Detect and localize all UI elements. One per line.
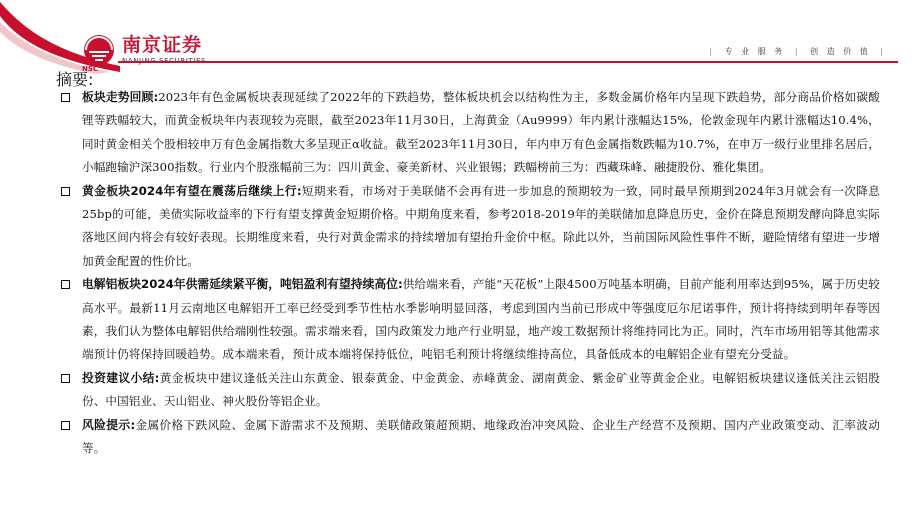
item-heading: 风险提示: bbox=[82, 417, 136, 432]
summary-item-investment-advice bbox=[58, 367, 880, 414]
square-bullet-icon bbox=[61, 374, 70, 383]
brand-slogan: | 专 业 服 务 | 创 造 价 值 | bbox=[709, 47, 886, 56]
header-divider bbox=[118, 61, 898, 63]
square-bullet-icon bbox=[61, 187, 70, 196]
summary-item-risk-warning bbox=[58, 414, 880, 461]
item-text: 金属价格下跌风险、金属下游需求不及预期、美联储政策超预期、地缘政治冲突风险、企业生产经营不及预期、国内产业政策变动、汇率波动等。 bbox=[82, 417, 880, 456]
nsc-logo-icon bbox=[82, 33, 116, 67]
item-text: 2023年有色金属板块表现延续了2022年的下跌趋势，整体板块机会以结构性为主，多数金属价格年内呈现下跌趋势，部分商品价格如碳酸锂等跌幅较大，而黄金板块年内表现较为亮眼，截至2023年11月30日，上海黄金（Au9999）年内累计涨幅达15%，伦敦金现年内累计涨幅达10.4%，同时黄金相关个股相较申万有色金属指数大多呈现正α收益。截至2023年11月30日，年内申万有色金属指数跌幅为10.7%，在申万一级行业里排名居后，小幅跑输沪深300指数。行业内个股涨幅前三为：四川黄金、豪美新材、兴业银锡；跌幅榜前三为：西藏珠峰、融捷股份、雅化集团。 bbox=[82, 90, 880, 175]
item-heading: 投资建议小结: bbox=[82, 370, 160, 385]
item-text: 短期来看，市场对于美联储不会再有进一步加息的预期较为一致，同时最早预期到2024年3月就会有一次降息25bp的可能，美债实际收益率的下行有望支撑黄金短期价格。中期角度来看，参考2018-2019年的美联储加息降息历史，金价在降息预期发酵向降息实际落地区间内将会有较好表现。长期维度来看，央行对黄金需求的持续增加有望抬升金价中枢。除此以外，当前国际风险性事件不断，避险情绪有望进一步增加黄金配置的性价比。 bbox=[82, 183, 880, 268]
square-bullet-icon bbox=[61, 280, 70, 289]
summary-item-aluminum bbox=[58, 273, 880, 367]
summary-item-market-review bbox=[58, 86, 880, 180]
square-bullet-icon bbox=[61, 93, 70, 102]
item-text: 黄金板块中建议逢低关注山东黄金、银泰黄金、中金黄金、赤峰黄金、湖南黄金、紫金矿业等黄金企业。电解铝板块建议逢低关注云铝股份、中国铝业、天山铝业、神火股份等铝企业。 bbox=[82, 370, 880, 409]
summary-item-gold bbox=[58, 180, 880, 274]
item-heading: 板块走势回顾: bbox=[82, 90, 159, 104]
slogan-part-2: 创 造 价 值 bbox=[810, 47, 871, 56]
square-bullet-icon bbox=[61, 421, 70, 430]
item-heading: 黄金板块2024年有望在震荡后继续上行: bbox=[82, 183, 302, 198]
summary-list bbox=[58, 86, 880, 461]
brand-abbr: NSC bbox=[82, 65, 99, 73]
brand-name-cn: 南京证券 bbox=[122, 34, 203, 56]
item-heading: 电解铝板块2024年供需延续紧平衡，吨铝盈利有望持续高位: bbox=[82, 277, 403, 292]
item-text: 供给端来看，产能“天花板”上限4500万吨基本明确，目前产能利用率达到95%，属于历史较高水平。最新11月云南地区电解铝开工率已经受到季节性枯水季影响明显回落，考虑到国内当前已形成中等强度厄尔尼诺事件，预计将持续到明年春等因素，我们认为整体电解铝供给端刚性较强。需求端来看，国内政策发力地产行业明显，地产竣工数据预计将维持同比为正。同时，汽车市场用铝等其他需求端预计仍将保持回暖趋势。成本端来看，预计成本端将保持低位，吨铝毛利预计将继续维持高位，具备低成本的电解铝企业有望充分受益。 bbox=[82, 277, 880, 362]
slogan-part-1: 专 业 服 务 bbox=[724, 47, 786, 56]
page-title: 摘要: bbox=[56, 70, 94, 89]
